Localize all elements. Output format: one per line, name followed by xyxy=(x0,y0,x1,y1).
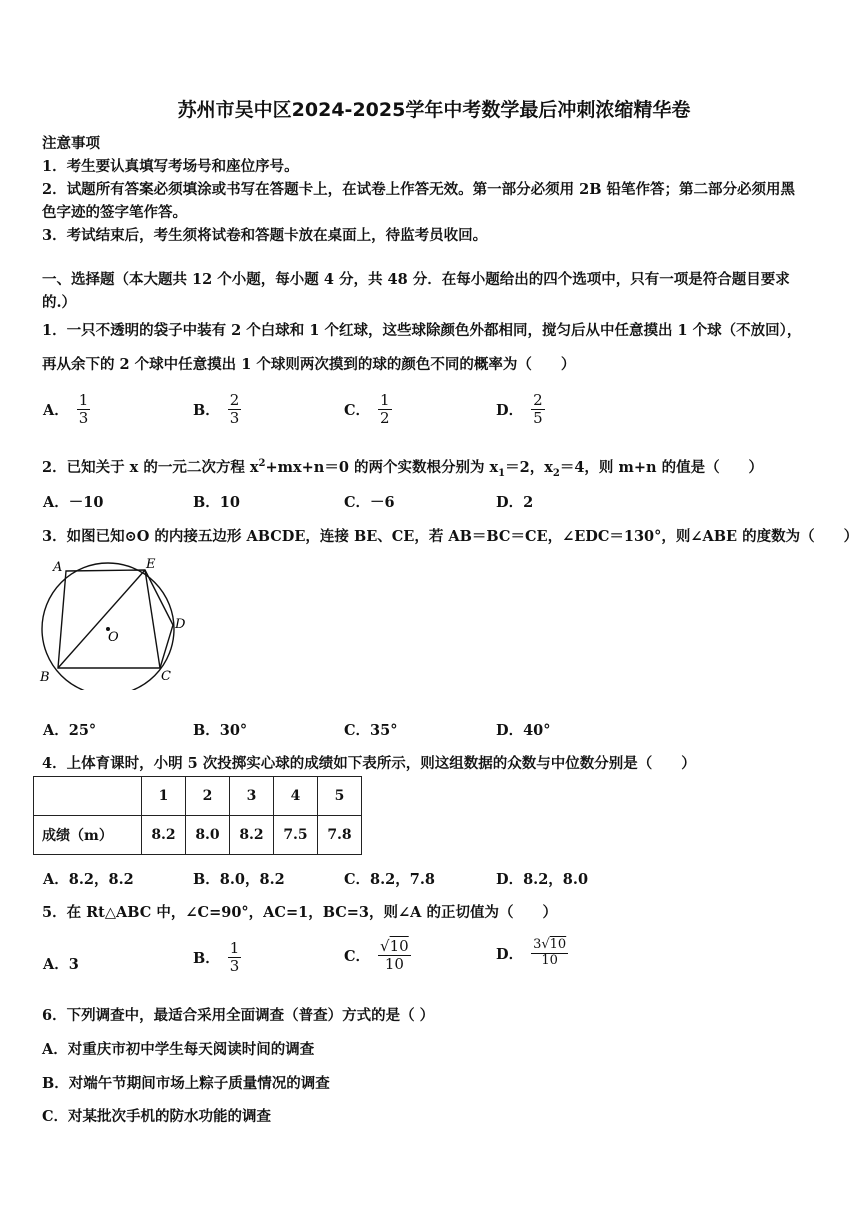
notice-item: 色字迹的签字笔作答。 xyxy=(42,204,187,221)
q1-option-d: D． $\frac{2}{5}$ xyxy=(496,391,543,428)
table-cell: 4 xyxy=(274,777,318,816)
table-cell: 7.8 xyxy=(318,816,362,855)
table-row xyxy=(34,816,362,855)
table-cell: 3 xyxy=(230,777,274,816)
table-cell: 8.0 xyxy=(186,816,230,855)
q1-option-b: B． $\frac{2}{3}$ xyxy=(193,391,240,428)
page-title: 苏州市吴中区2024-2025学年中考数学最后冲刺浓缩精华卷 xyxy=(177,99,691,121)
question-5-text: 5．在 Rt△ABC 中，∠C=90°，AC=1，BC=3，则∠A 的正切值为（ ） xyxy=(42,904,557,921)
q5-option-a: A．3 xyxy=(43,956,79,973)
q5-option-d: D． $\frac{3√10}{10}$ xyxy=(496,937,567,968)
q4-option-c: C．8.2，7.8 xyxy=(344,871,435,888)
q6-option-c: C．对某批次手机的防水功能的调查 xyxy=(42,1108,272,1125)
table-cell: 成绩（m） xyxy=(34,816,142,855)
q6-option-b: B．对端午节期间市场上粽子质量情况的调查 xyxy=(42,1075,330,1092)
question-4-text: 4．上体育课时，小明 5 次投掷实心球的成绩如下表所示，则这组数据的众数与中位数分别是（ ） xyxy=(42,755,696,772)
question-1-text: 1．一只不透明的袋子中装有 2 个白球和 1 个红球，这些球除颜色外都相同，搅匀后从中任意摸出 1 个球（不放回）， xyxy=(42,322,802,339)
notice-item: 1．考生要认真填写考场号和座位序号。 xyxy=(42,158,299,175)
q4-option-b: B．8.0，8.2 xyxy=(193,871,285,888)
q3-option-c: C．35° xyxy=(344,722,398,739)
table-cell xyxy=(34,777,142,816)
q5-option-b: B． $\frac{1}{3}$ xyxy=(193,939,240,976)
notice-item: 3．考试结束后，考生须将试卷和答题卡放在桌面上，待监考员收回。 xyxy=(42,227,488,244)
question-3-text: 3．如图已知⊙O 的内接五边形 ABCDE，连接 BE、CE，若 AB＝BC＝CE，∠EDC＝130°，则∠ABE 的度数为（ ） xyxy=(42,528,859,545)
q2-option-d: D．2 xyxy=(496,494,534,511)
question-1-text-cont: 再从余下的 2 个球中任意摸出 1 个球则两次摸到的球的颜色不同的概率为（ ） xyxy=(42,356,576,373)
table-cell: 2 xyxy=(186,777,230,816)
q3-option-b: B．30° xyxy=(193,722,248,739)
section-heading-cont: 的.） xyxy=(42,294,77,311)
table-cell: 5 xyxy=(318,777,362,816)
table-cell: 8.2 xyxy=(142,816,186,855)
table-cell: 7.5 xyxy=(274,816,318,855)
table-header-row xyxy=(34,777,362,816)
q3-figure-circle-pentagon xyxy=(36,555,196,690)
table-cell: 1 xyxy=(142,777,186,816)
label-d: D xyxy=(175,617,186,632)
q4-option-d: D．8.2，8.0 xyxy=(496,871,589,888)
q2-option-c: C．－6 xyxy=(344,494,395,511)
section-heading: 一、选择题（本大题共 12 个小题，每小题 4 分，共 48 分．在每小题给出的四个选项中，只有一项是符合题目要求 xyxy=(42,271,790,288)
label-b: B xyxy=(40,670,50,685)
label-e: E xyxy=(146,557,156,572)
q6-option-a: A．对重庆市初中学生每天阅读时间的调查 xyxy=(42,1041,315,1058)
q1-option-a: A． $\frac{1}{3}$ xyxy=(43,391,89,428)
question-6-text: 6．下列调查中，最适合采用全面调查（普查）方式的是（ ） xyxy=(42,1007,435,1024)
q4-option-a: A．8.2，8.2 xyxy=(43,871,134,888)
notice-item: 2．试题所有答案必须填涂或书写在答题卡上，在试卷上作答无效。第一部分必须用 2B 铅笔作答；第二部分必须用黑 xyxy=(42,181,796,198)
score-table xyxy=(33,776,362,855)
label-a: A xyxy=(53,560,63,575)
q3-option-a: A．25° xyxy=(43,722,97,739)
label-c: C xyxy=(161,669,171,684)
q2-option-b: B．10 xyxy=(193,494,240,511)
q2-option-a: A．－10 xyxy=(43,494,104,511)
label-o: O xyxy=(108,630,119,645)
q3-option-d: D．40° xyxy=(496,722,551,739)
notice-heading: 注意事项 xyxy=(42,135,100,152)
question-2-text: 2．已知关于 x 的一元二次方程 $x^2+mx+n=0$ 的两个实数根分别为 $x_1=2$，$x_2=4$，则 m+n 的值是（ ） xyxy=(42,458,764,479)
q1-option-c: C． $\frac{1}{2}$ xyxy=(344,391,390,428)
q5-option-c: C． $\frac{√10}{10}$ xyxy=(344,937,409,974)
table-cell: 8.2 xyxy=(230,816,274,855)
